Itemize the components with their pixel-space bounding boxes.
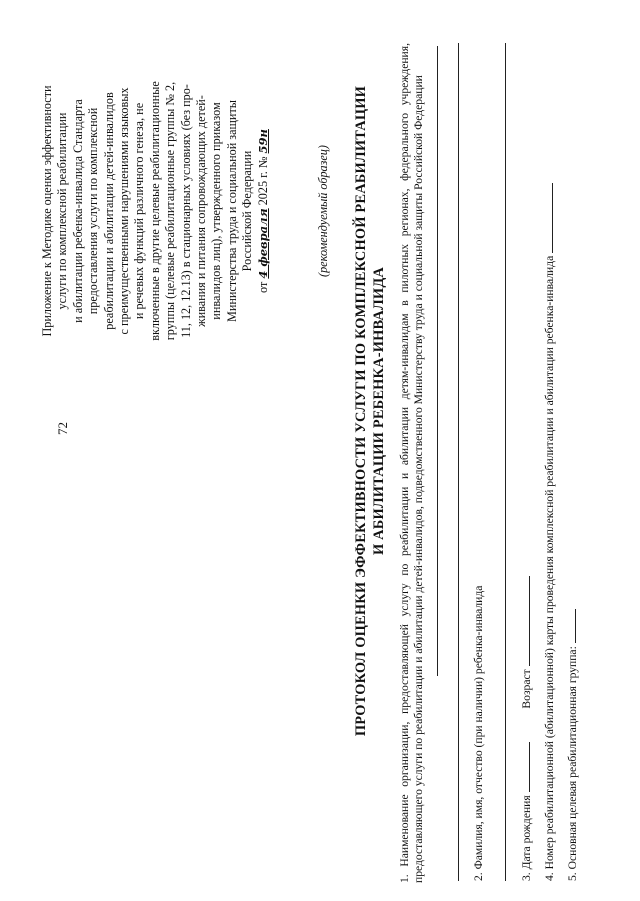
age-field[interactable] (529, 576, 530, 666)
appendix-line: Министерства труда и социальной защиты (224, 100, 239, 322)
title-line-2: И АБИЛИТАЦИИ РЕБЕНКА-ИНВАЛИДА (371, 266, 387, 556)
appendix-line: предоставления услуги по комплексной (86, 107, 101, 315)
appendix-line: живания и питания сопровождающих детей- (194, 95, 209, 327)
recommended-sample-note: (рекомендуемый образец) (316, 145, 330, 277)
appendix-line: Приложение к Методике оценки эффективности (40, 85, 54, 337)
rehab-card-field[interactable] (552, 183, 553, 253)
appendix-line: Российской Федерации (240, 150, 255, 272)
appendix-date-line (256, 41, 271, 381)
birth-date-row (520, 576, 533, 881)
appendix-header (40, 41, 271, 381)
date-prefix: от (255, 281, 270, 293)
child-name-field[interactable] (505, 43, 506, 881)
page-number: 72 (55, 422, 70, 435)
appendix-line: группы (целевые реабилитационные группы № 2, (163, 81, 178, 341)
date-year: 2025 г. № (255, 156, 270, 206)
handwritten-date: 4 февраля (255, 208, 270, 279)
handwritten-order-number: 59н (255, 129, 270, 154)
rehab-card-row (543, 183, 556, 881)
child-name-label: 2. Фамилия, имя, отчество (при наличии) ребенка-инвалида (472, 585, 485, 881)
appendix-line: реабилитации и абилитации детей-инвалидов (101, 92, 116, 330)
appendix-line: включенные в другие целевые реабилитационные (147, 81, 162, 341)
birth-date-field[interactable] (529, 742, 530, 792)
appendix-line: 11, 12, 12.13) в стационарных условиях (без про- (178, 84, 193, 338)
appendix-line: и абилитации ребенка-инвалида Стандарта (70, 99, 85, 323)
organization-name-field[interactable] (437, 46, 438, 676)
target-group-label: 5. Основная целевая реабилитационная группа: (566, 646, 579, 881)
appendix-line: и речевых функций различного генеза, не (132, 102, 147, 320)
target-group-row (566, 609, 579, 881)
title-line-1: ПРОТОКОЛ ОЦЕНКИ ЭФФЕКТИВНОСТИ УСЛУГИ ПО КОМПЛЕКСНОЙ РЕАБИЛИТАЦИИ (353, 85, 369, 737)
birth-date-label: 3. Дата рождения (520, 795, 533, 881)
age-label: Возраст (520, 669, 533, 709)
target-group-field[interactable] (575, 609, 576, 643)
organization-name-field-2[interactable] (458, 43, 459, 881)
appendix-line: инвалидов лиц), утвержденного приказом (209, 102, 224, 320)
appendix-line: услуги по комплексной реабилитации (55, 112, 70, 310)
rehab-card-label: 4. Номер реабилитационной (абилитационной) карты проведения комплексной реабилитации и абилитации ребенка-инвалида (543, 255, 556, 881)
organization-name-item: 1. Наименование организации, предоставляющей услугу по реабилитации и абилитации детям-инвалидам в пилотных регионах, федерального учреждения, предоставляющего услуги по реабилитации и абилитации детей-инвалидов, подведомственного Министерству труда и социальной защиты Российской Федерации (398, 43, 425, 883)
appendix-line: с преимущественными нарушениями языковых (117, 87, 132, 335)
protocol-title (352, 41, 388, 781)
